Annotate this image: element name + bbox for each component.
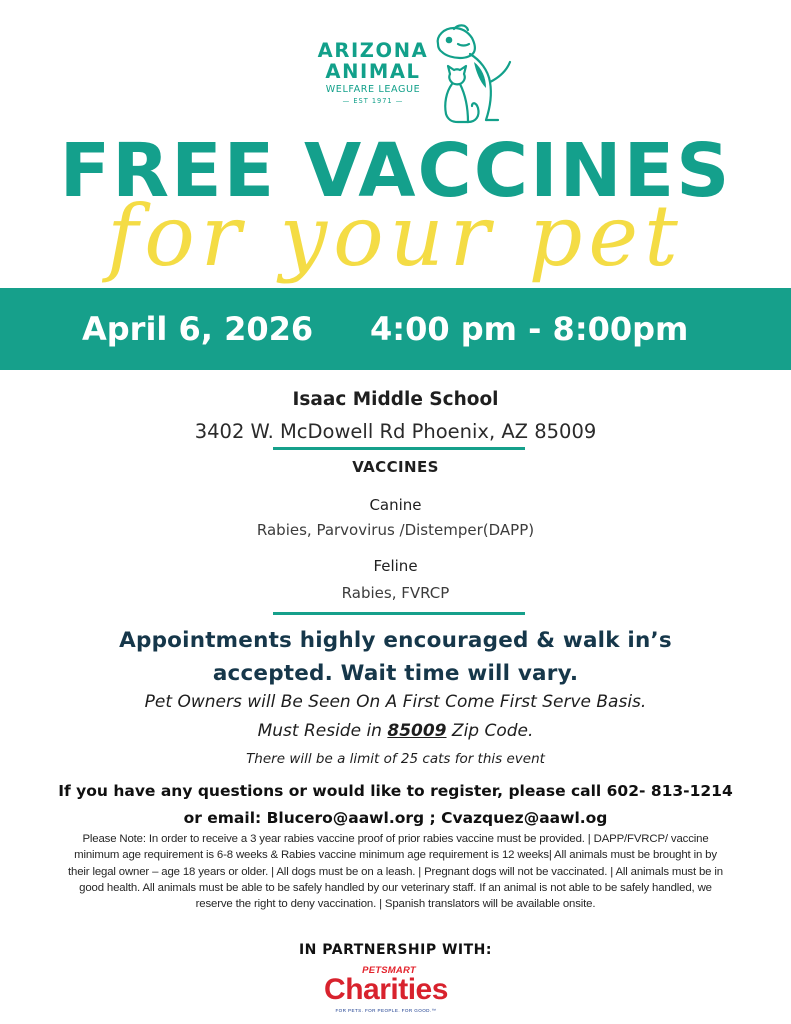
first-come-note: Pet Owners will Be Seen On A First Come First Serve Basis. [144, 692, 647, 712]
logo-line-welfare-league: WELFARE LEAGUE [325, 84, 421, 95]
subheadline: for your pet [107, 187, 684, 285]
charities-wordmark: Charities [324, 973, 448, 1006]
residency-prefix: Must Reside in [257, 721, 382, 741]
divider [273, 612, 525, 615]
partnership-label: IN PARTNERSHIP WITH: [298, 942, 493, 958]
appointments-line-1: Appointments highly encouraged & walk in’s [119, 628, 672, 653]
feline-vaccine-list: Rabies, FVRCP [341, 584, 450, 602]
petsmart-charities-logo [320, 965, 452, 1017]
residency-note [0, 719, 791, 743]
logo-text [312, 40, 434, 106]
venue-address: 3402 W. McDowell Rd Phoenix, AZ 85009 [194, 420, 597, 443]
venue-name: Isaac Middle School [292, 389, 499, 410]
contact-email-line: or email: Blucero@aawl.org ; Cvazquez@aawl.og [183, 809, 608, 827]
date-time-banner [0, 288, 791, 370]
event-time: 4:00 pm - 8:00pm [370, 310, 689, 348]
appointments-line-2: accepted. Wait time will vary. [212, 661, 579, 686]
event-date: April 6, 2026 [82, 310, 314, 348]
vaccines-title: VACCINES [352, 458, 439, 476]
logo-line-arizona: ARIZONA [317, 39, 429, 62]
residency-suffix: Zip Code. [451, 721, 534, 741]
feline-label: Feline [373, 557, 418, 575]
headline: FREE VACCINES [59, 128, 732, 214]
logo-line-animal: ANIMAL [325, 60, 421, 83]
charities-tagline: FOR PETS. FOR PEOPLE. FOR GOOD.™ [335, 1008, 437, 1013]
logo-line-established: — EST 1971 — [342, 97, 404, 105]
fine-print: Please Note: In order to receive a 3 year rabies vaccine proof of prior rabies vaccine must be provided. | DAPP/FVRCP/ vaccine minimum age requirement is 6-8 weeks & Rabies vaccine minimum age requirement is 12 weeks| All animals must be brought in by their legal owner – age 18 years or older. | All dogs must be on a leash. | Pregnant dogs will not be vaccinated. | All animals must be in good health. All animals must be able to be safely handled by our veterinary staff. If an animal is not able to be safely handled, we reserve the right to deny vaccination. | Spanish translators will be available onsite. [68, 833, 723, 911]
aawl-logo [312, 22, 522, 132]
canine-vaccine-list: Rabies, Parvovirus /Distemper(DAPP) [256, 521, 535, 539]
zip-code: 85009 [387, 721, 447, 741]
canine-label: Canine [369, 496, 422, 514]
contact-phone-line: If you have any questions or would like to register, please call 602- 813-1214 [58, 782, 733, 800]
divider [273, 447, 525, 450]
petsmart-wordmark: PETSMART [362, 965, 416, 976]
dog-and-cat-icon [428, 22, 516, 130]
cat-limit-note: There will be a limit of 25 cats for this event [246, 751, 545, 767]
